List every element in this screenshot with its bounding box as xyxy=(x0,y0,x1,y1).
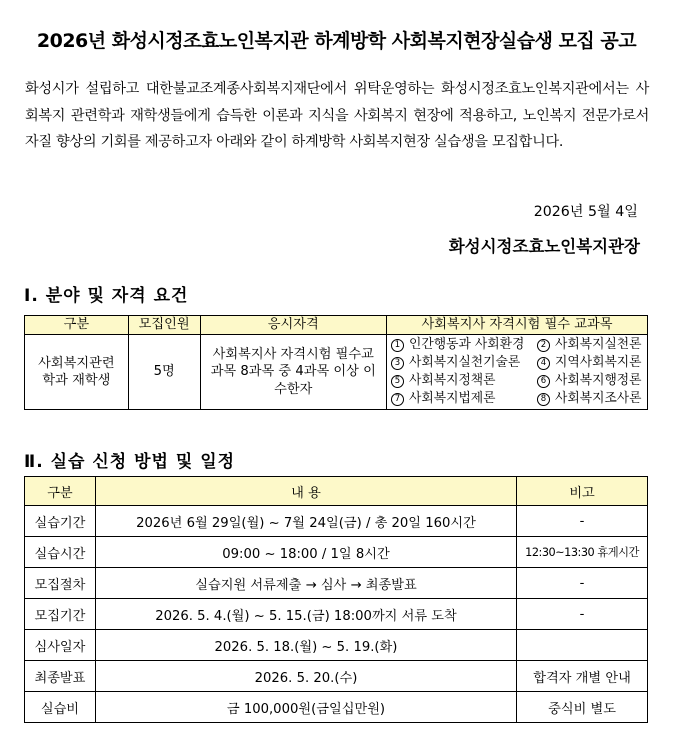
subject-row xyxy=(391,372,647,390)
row-note: 12:30~13:30 휴게시간 xyxy=(517,537,648,568)
row-content: 09:00 ~ 18:00 / 1일 8시간 xyxy=(95,537,516,568)
header-count: 모집인원 xyxy=(128,316,200,335)
row-note: - xyxy=(517,599,648,630)
schedule-table xyxy=(24,476,648,723)
subject-row xyxy=(391,354,647,372)
subject-row xyxy=(391,390,647,408)
row-note: 중식비 별도 xyxy=(517,692,648,723)
subject-row xyxy=(391,336,647,354)
subject-item: 6 사회복지행정론 xyxy=(537,372,642,390)
section2-heading: Ⅱ. 실습 신청 방법 및 일정 xyxy=(24,452,236,472)
subjects-cell xyxy=(387,335,648,410)
notice-date: 2026년 5월 4일 xyxy=(533,204,638,220)
qualification-table xyxy=(24,315,648,410)
circled-number-icon: 7 xyxy=(391,393,404,406)
intro-paragraph: 화성시가 설립하고 대한불교조계종사회복지재단에서 위탁운영하는 화성시정조효노인복지관에서는 사회복지 관련학과 재학생들에게 습득한 이론과 지식을 사회복지 현장에 적용하고, 노인복지 전문가로서 자질 향상의 기회를 제공하고자 아래와 같이 하계방학 사회복지현장 실습생을 모집합니다. xyxy=(25,81,649,150)
row-label: 모집절차 xyxy=(25,568,96,599)
header-category: 구분 xyxy=(25,477,96,506)
table-row xyxy=(25,630,648,661)
qualification-cell: 사회복지사 자격시험 필수교과목 8과목 중 4과목 이상 이수한자 xyxy=(200,335,386,410)
circled-number-icon: 1 xyxy=(391,339,404,352)
subject-item: 7 사회복지법제론 xyxy=(391,390,537,408)
header-category: 구분 xyxy=(25,316,129,335)
row-label: 모집기간 xyxy=(25,599,96,630)
row-content: 2026. 5. 20.(수) xyxy=(95,661,516,692)
table-row xyxy=(25,692,648,723)
table-row xyxy=(25,506,648,537)
document-title: 2026년 화성시정조효노인복지관 하계방학 사회복지현장실습생 모집 공고 xyxy=(36,30,637,52)
row-note: - xyxy=(517,506,648,537)
circled-number-icon: 2 xyxy=(537,339,550,352)
table-row xyxy=(25,661,648,692)
header-subjects: 사회복지사 자격시험 필수 교과목 xyxy=(387,316,648,335)
table-row xyxy=(25,335,648,410)
row-label: 실습시간 xyxy=(25,537,96,568)
category-cell: 사회복지관련 학과 재학생 xyxy=(25,335,129,410)
subject-item: 5 사회복지정책론 xyxy=(391,372,537,390)
row-note: - xyxy=(517,568,648,599)
circled-number-icon: 4 xyxy=(537,357,550,370)
row-content: 실습지원 서류제출 → 심사 → 최종발표 xyxy=(95,568,516,599)
row-label: 실습비 xyxy=(25,692,96,723)
subject-item: 2 사회복지실천론 xyxy=(537,336,642,354)
subject-item: 1 인간행동과 사회환경 xyxy=(391,336,537,354)
row-label: 최종발표 xyxy=(25,661,96,692)
circled-number-icon: 6 xyxy=(537,375,550,388)
table-header-row xyxy=(25,316,648,335)
count-cell: 5명 xyxy=(128,335,200,410)
row-content: 2026. 5. 4.(월) ~ 5. 15.(금) 18:00까지 서류 도착 xyxy=(95,599,516,630)
table-header-row xyxy=(25,477,648,506)
row-label: 심사일자 xyxy=(25,630,96,661)
table-row xyxy=(25,599,648,630)
row-content: 2026년 6월 29일(월) ~ 7월 24일(금) / 총 20일 160시간 xyxy=(95,506,516,537)
row-note: 합격자 개별 안내 xyxy=(517,661,648,692)
row-note xyxy=(517,630,648,661)
row-label: 실습기간 xyxy=(25,506,96,537)
section1-heading: Ⅰ. 분야 및 자격 요건 xyxy=(24,286,189,306)
subject-item: 4 지역사회복지론 xyxy=(537,354,642,372)
subject-item: 3 사회복지실천기술론 xyxy=(391,354,537,372)
circled-number-icon: 5 xyxy=(391,375,404,388)
row-content: 2026. 5. 18.(월) ~ 5. 19.(화) xyxy=(95,630,516,661)
table-row xyxy=(25,568,648,599)
row-content: 금 100,000원(금일십만원) xyxy=(95,692,516,723)
issuer-signature: 화성시정조효노인복지관장 xyxy=(448,237,640,256)
table-row xyxy=(25,537,648,568)
header-content: 내 용 xyxy=(95,477,516,506)
header-qualification: 응시자격 xyxy=(200,316,386,335)
circled-number-icon: 8 xyxy=(537,393,550,406)
header-note: 비고 xyxy=(517,477,648,506)
circled-number-icon: 3 xyxy=(391,357,404,370)
subject-item: 8 사회복지조사론 xyxy=(537,390,642,408)
